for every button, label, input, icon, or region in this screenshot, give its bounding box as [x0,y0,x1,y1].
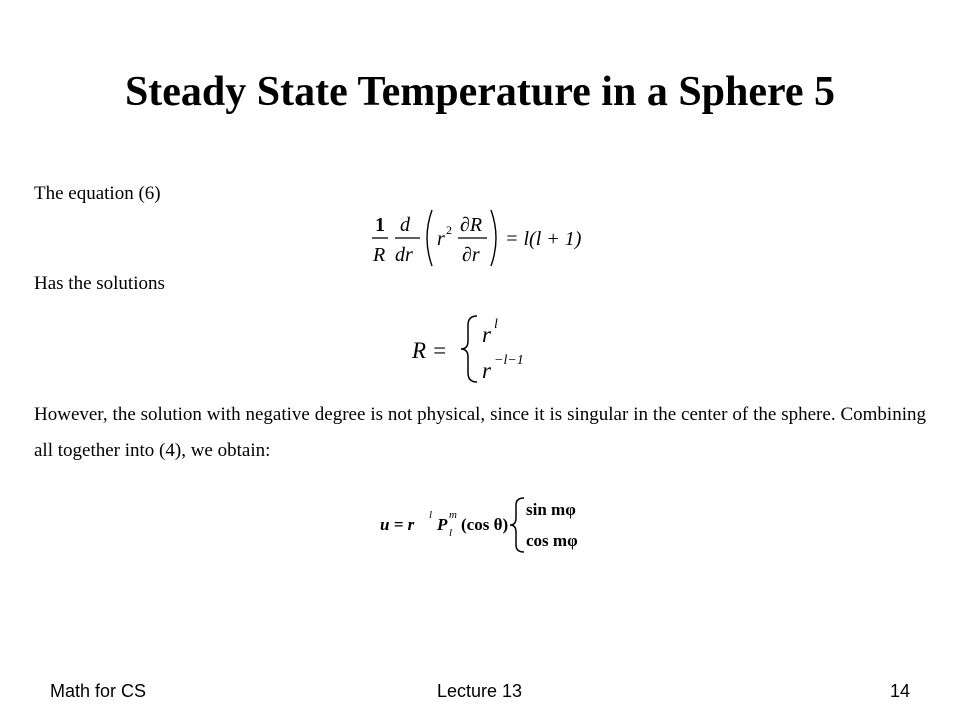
eq3-lhs: u = r [380,515,415,534]
eq2-r1: r [482,322,491,347]
solutions-label: Has the solutions [34,273,165,294]
eq2-exp1: l [494,317,498,332]
eq2-brace [461,316,477,382]
footer-course: Math for CS [50,681,147,701]
eq3-P: P [437,515,448,534]
eq1-d: d [400,214,410,236]
slide-title: Steady State Temperature in a Sphere 5 [124,69,836,115]
eq3-exp-l: l [429,509,433,521]
eq1-partial-R: ∂R [460,214,483,236]
eq2-lhs: R = [412,338,448,363]
equation-radial-ode [370,206,600,272]
eq1-r: r [437,228,445,250]
eq3-arg: (cos θ) [461,515,509,534]
eq3-top: sin mφ [526,500,576,519]
eq1-right-paren [491,210,496,266]
eq1-left-paren [427,210,432,266]
eq1-partial-r: ∂r [462,244,480,266]
eq1-dr: dr [395,244,413,266]
eq3-sub-l: l [449,527,453,539]
eq3-bottom: cos mφ [526,531,578,550]
explanation-paragraph: However, the solution with negative degree is not physical, since it is singular in the center of the sphere. Combining all together into (4), we obtain: [34,404,926,461]
equation-general-solution [380,494,595,556]
intro-text: The equation (6) [34,183,161,204]
footer-lecture: Lecture 13 [437,681,523,701]
eq3-brace [510,498,524,552]
eq1-numerator-one: 1 [375,214,385,236]
eq2-exp2: −l−1 [494,353,524,368]
eq1-square: 2 [446,223,452,237]
eq1-denominator-R: R [373,244,386,266]
footer-page-number: 14 [890,681,911,701]
eq2-r2: r [482,358,491,383]
eq3-sup-m: m [449,509,457,521]
equation-radial-solutions [412,312,542,386]
eq1-rhs: = l(l + 1) [505,228,582,250]
